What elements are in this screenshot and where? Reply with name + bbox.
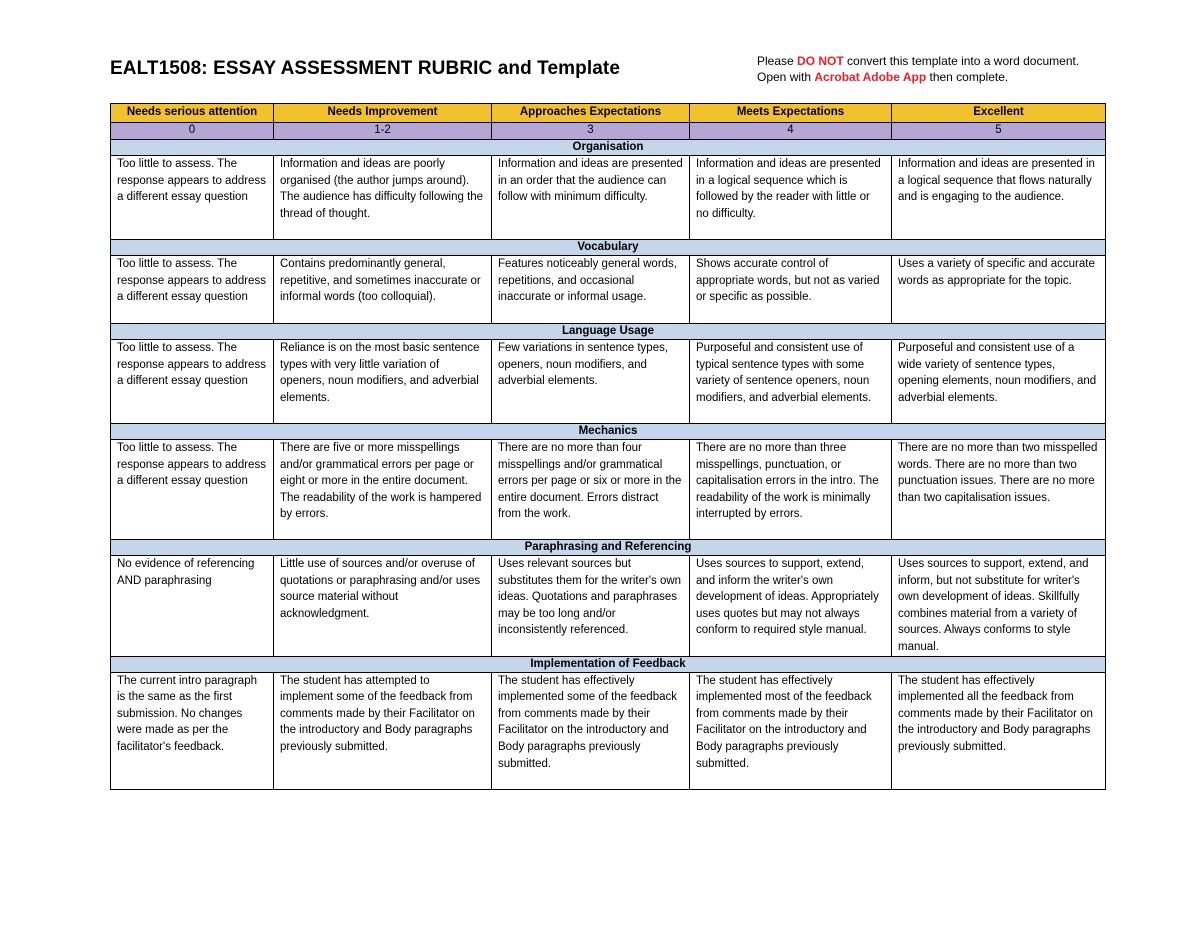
criteria-row xyxy=(111,256,1106,324)
conversion-notice xyxy=(757,53,1079,85)
criteria-cell: Shows accurate control of appropriate words, but not as varied or specific as possible. xyxy=(690,256,892,324)
notice-app-name: Acrobat Adobe App xyxy=(814,70,927,84)
criteria-cell: Uses a variety of specific and accurate words as appropriate for the topic. xyxy=(892,256,1106,324)
criteria-cell: The current intro paragraph is the same as the first submission. No changes were made as per the facilitator's feedback. xyxy=(111,672,274,789)
criteria-cell: Contains predominantly general, repetitive, and sometimes inaccurate or informal words (too colloquial). xyxy=(274,256,492,324)
criteria-cell: No evidence of referencing AND paraphrasing xyxy=(111,556,274,657)
criteria-cell: There are no more than three misspellings, punctuation, or capitalisation errors in the intro. The readability of the work is minimally interrupted by errors. xyxy=(690,440,892,540)
criteria-cell: Information and ideas are poorly organised (the author jumps around). The audience has difficulty following the thread of thought. xyxy=(274,156,492,240)
criteria-cell: The student has effectively implemented some of the feedback from comments made by their Facilitator on the introductory and Body paragraphs previously submitted. xyxy=(492,672,690,789)
rubric-table xyxy=(110,103,1106,790)
criteria-cell: Uses sources to support, extend, and inform, but not substitute for writer's own development of ideas. Skillfully combines material from a variety of sources. Always conforms to style manual. xyxy=(892,556,1106,657)
notice-line-1 xyxy=(757,53,1079,69)
notice-text: Please xyxy=(757,54,798,68)
section-row-vocabulary xyxy=(111,240,1106,256)
section-row-paraphrasing-referencing xyxy=(111,540,1106,556)
criteria-cell: Too little to assess. The response appears to address a different essay question xyxy=(111,340,274,424)
score-cell: 1-2 xyxy=(274,123,492,140)
criteria-cell: There are no more than four misspellings and/or grammatical errors per page or six or more in the entire document. Errors distract from the work. xyxy=(492,440,690,540)
criteria-cell: Too little to assess. The response appears to address a different essay question xyxy=(111,440,274,540)
criteria-row xyxy=(111,156,1106,240)
criteria-cell: The student has effectively implemented all the feedback from comments made by their Facilitator on the introductory and Body paragraphs previously submitted. xyxy=(892,672,1106,789)
level-header: Excellent xyxy=(892,104,1106,123)
criteria-row xyxy=(111,556,1106,657)
score-cell: 4 xyxy=(690,123,892,140)
level-header-row xyxy=(111,104,1106,123)
level-header: Meets Expectations xyxy=(690,104,892,123)
notice-text: then complete. xyxy=(926,70,1009,84)
section-title: Organisation xyxy=(111,140,1106,156)
section-row-organisation xyxy=(111,140,1106,156)
section-title: Vocabulary xyxy=(111,240,1106,256)
score-row xyxy=(111,123,1106,140)
criteria-cell: Uses sources to support, extend, and inform the writer's own development of ideas. Appropriately uses quotes but may not always conform to required style manual. xyxy=(690,556,892,657)
page-title: EALT1508: ESSAY ASSESSMENT RUBRIC and Template xyxy=(110,58,620,79)
score-cell: 0 xyxy=(111,123,274,140)
criteria-cell: Few variations in sentence types, openers, noun modifiers, and adverbial elements. xyxy=(492,340,690,424)
criteria-cell: Purposeful and consistent use of typical sentence types with some variety of sentence openers, noun modifiers, and adverbial elements. xyxy=(690,340,892,424)
criteria-cell: There are no more than two misspelled words. There are no more than two punctuation issues. There are no more than two capitalisation issues. xyxy=(892,440,1106,540)
criteria-cell: Reliance is on the most basic sentence types with very little variation of openers, noun modifiers, and adverbial elements. xyxy=(274,340,492,424)
criteria-cell: Little use of sources and/or overuse of quotations or paraphrasing and/or uses source material without acknowledgment. xyxy=(274,556,492,657)
level-header: Needs serious attention xyxy=(111,104,274,123)
criteria-cell: Information and ideas are presented in an order that the audience can follow with minimum difficulty. xyxy=(492,156,690,240)
criteria-cell: Too little to assess. The response appears to address a different essay question xyxy=(111,256,274,324)
notice-text: Open with xyxy=(757,70,815,84)
score-cell: 3 xyxy=(492,123,690,140)
criteria-cell: Purposeful and consistent use of a wide variety of sentence types, opening elements, noun modifiers, and adverbial elements. xyxy=(892,340,1106,424)
section-row-mechanics xyxy=(111,424,1106,440)
section-row-implementation-feedback xyxy=(111,656,1106,672)
criteria-cell: Features noticeably general words, repetitions, and occasional inaccurate or informal usage. xyxy=(492,256,690,324)
criteria-cell: Information and ideas are presented in a logical sequence which is followed by the reader with little or no difficulty. xyxy=(690,156,892,240)
criteria-cell: Too little to assess. The response appears to address a different essay question xyxy=(111,156,274,240)
notice-warning: DO NOT xyxy=(797,54,844,68)
score-cell: 5 xyxy=(892,123,1106,140)
section-title: Paraphrasing and Referencing xyxy=(111,540,1106,556)
level-header: Approaches Expectations xyxy=(492,104,690,123)
section-title: Language Usage xyxy=(111,324,1106,340)
notice-text: convert this template into a word document. xyxy=(843,54,1080,68)
notice-line-2 xyxy=(757,69,1079,85)
criteria-cell: The student has effectively implemented most of the feedback from comments made by their Facilitator on the introductory and Body paragraphs previously submitted. xyxy=(690,672,892,789)
criteria-row xyxy=(111,672,1106,789)
criteria-cell: Information and ideas are presented in a logical sequence that flows naturally and is engaging to the audience. xyxy=(892,156,1106,240)
criteria-cell: There are five or more misspellings and/or grammatical errors per page or eight or more in the entire document. The readability of the work is hampered by errors. xyxy=(274,440,492,540)
criteria-cell: The student has attempted to implement some of the feedback from comments made by their Facilitator on the introductory and Body paragraphs previously submitted. xyxy=(274,672,492,789)
criteria-row xyxy=(111,340,1106,424)
section-title: Implementation of Feedback xyxy=(111,656,1106,672)
section-row-language-usage xyxy=(111,324,1106,340)
criteria-row xyxy=(111,440,1106,540)
criteria-cell: Uses relevant sources but substitutes them for the writer's own ideas. Quotations and paraphrases may be too long and/or inconsistently referenced. xyxy=(492,556,690,657)
section-title: Mechanics xyxy=(111,424,1106,440)
level-header: Needs Improvement xyxy=(274,104,492,123)
